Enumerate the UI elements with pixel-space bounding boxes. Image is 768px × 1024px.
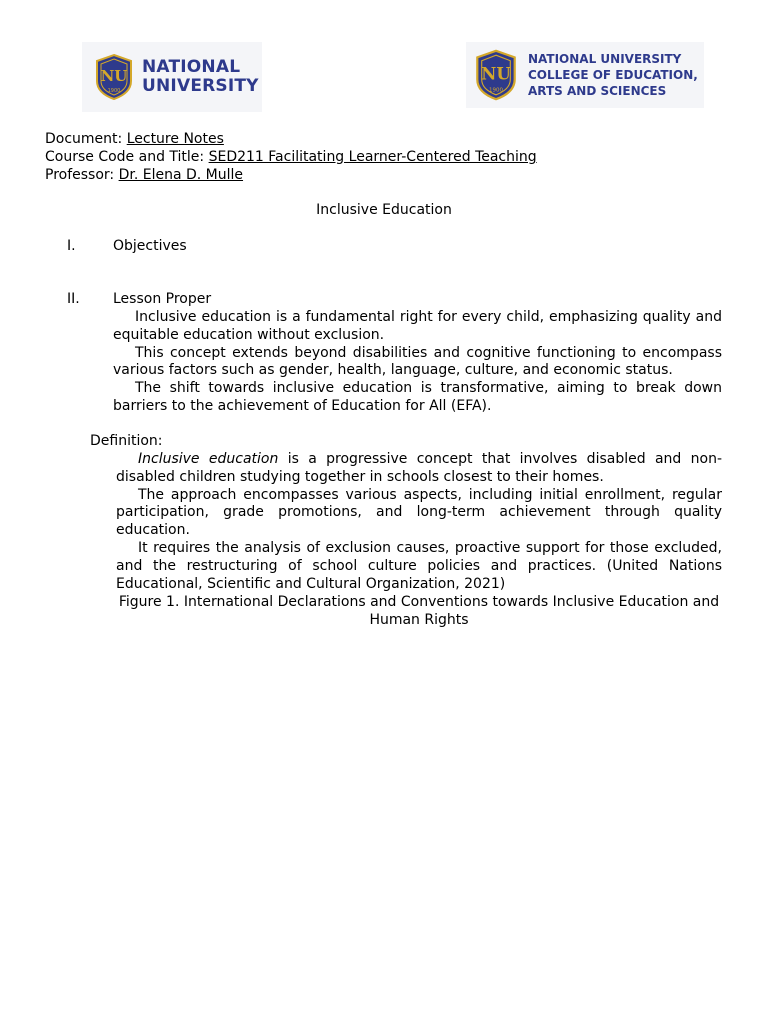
university-seal-icon <box>474 48 518 102</box>
lesson-paragraph: Inclusive education is a fundamental right for every child, emphasizing quality and equitable education without exclusion. <box>113 309 722 343</box>
definition-text: is a progressive concept that involves disabled and non-disabled children studying together in schools closest to their homes. <box>116 451 722 485</box>
definition-paragraph: The approach encompasses various aspects, including initial enrollment, regular participation, grade promotions, and long-term achievement through quality education. <box>116 486 722 539</box>
national-university-logo <box>82 42 262 112</box>
course-label: Course Code and Title: <box>45 149 205 165</box>
svg-text:1900: 1900 <box>107 88 121 94</box>
definition-body <box>116 451 722 593</box>
document-label: Document: <box>45 131 123 147</box>
svg-text:1900: 1900 <box>489 87 503 94</box>
college-line-2: COLLEGE OF EDUCATION, <box>528 68 698 82</box>
college-line-1: NATIONAL UNIVERSITY <box>528 52 682 66</box>
section-title: Lesson Proper <box>113 291 212 307</box>
section-number: I. <box>67 238 76 254</box>
document-title: Inclusive Education <box>316 202 452 218</box>
document-meta <box>45 130 537 184</box>
college-line-3: ARTS AND SCIENCES <box>528 84 667 98</box>
definition-paragraph: It requires the analysis of exclusion causes, proactive support for those excluded, and the restructuring of school culture policies and practices. (United Nations Educational, Scientific and Cultural Organization, 2021) <box>116 539 722 592</box>
figure-caption: Figure 1. International Declarations and Conventions towards Inclusive Education and Human Rights <box>118 594 720 628</box>
course-value: SED211 Facilitating Learner-Centered Teaching <box>208 149 537 165</box>
definition-term: Inclusive education <box>138 451 279 467</box>
lesson-paragraph: This concept extends beyond disabilities and cognitive functioning to encompass various factors such as gender, health, language, culture, and economic status. <box>113 344 722 379</box>
meta-professor-row <box>45 166 537 184</box>
logo-line-1: NATIONAL <box>142 57 241 77</box>
professor-label: Professor: <box>45 167 115 183</box>
document-value: Lecture Notes <box>126 131 224 147</box>
lesson-paragraph: The shift towards inclusive education is transformative, aiming to break down barriers to the achievement of Education for All (EFA). <box>113 380 722 414</box>
definition-label: Definition: <box>90 433 163 449</box>
meta-course-row <box>45 148 537 166</box>
svg-text:NU: NU <box>100 67 128 85</box>
meta-document-row <box>45 130 537 148</box>
section-number: II. <box>67 291 80 307</box>
logo-line-2: UNIVERSITY <box>142 76 259 96</box>
university-seal-icon <box>94 53 134 101</box>
professor-value: Dr. Elena D. Mulle <box>118 167 244 183</box>
college-wordmark <box>528 51 698 99</box>
section-title: Objectives <box>113 238 187 254</box>
definition-paragraph <box>116 451 722 487</box>
svg-text:NU: NU <box>481 64 511 84</box>
section-heading-objectives <box>67 237 187 255</box>
college-of-education-logo <box>466 42 704 108</box>
lesson-proper-body <box>113 309 722 416</box>
section-heading-lesson-proper <box>67 290 211 308</box>
logo-wordmark <box>142 58 259 96</box>
